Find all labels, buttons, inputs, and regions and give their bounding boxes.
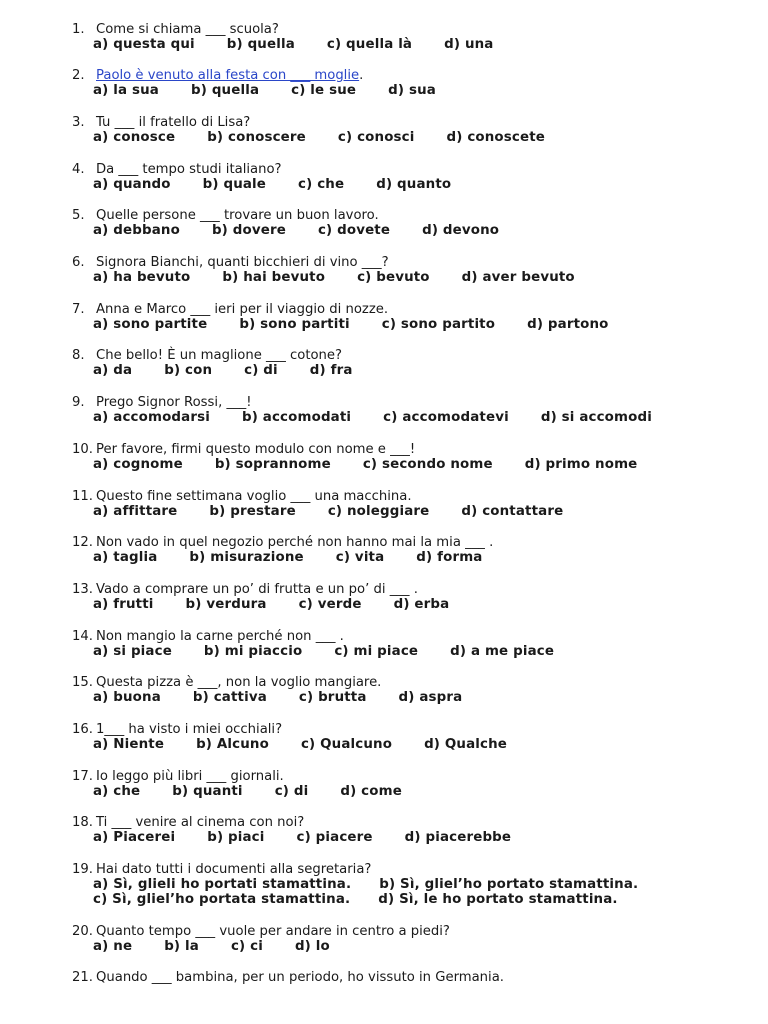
answer-option: a) Niente <box>93 737 165 752</box>
answer-option: d) conoscete <box>446 130 546 145</box>
question-line <box>72 582 418 598</box>
question-text: Questo fine settimana voglio ___ una macchina. <box>96 489 412 504</box>
answer-option: a) si piace <box>93 644 172 659</box>
answer-option: a) buona <box>93 690 161 705</box>
answer-options-row <box>93 363 353 379</box>
answer-option: d) fra <box>309 363 353 378</box>
answer-option: c) mi piace <box>334 644 419 659</box>
question-number: 2. <box>72 68 85 83</box>
question-text: Come si chiama ___ scuola? <box>96 22 279 37</box>
answer-option: c) accomodatevi <box>383 410 509 425</box>
answer-option: d) aver bevuto <box>461 270 575 285</box>
question-text: Quanto tempo ___ vuole per andare in centro a piedi? <box>96 924 450 939</box>
answer-option: b) mi piaccio <box>203 644 303 659</box>
answer-option: a) Piacerei <box>93 830 176 845</box>
question-number: 15. <box>72 675 93 690</box>
question-text: Non mangio la carne perché non ___ . <box>96 629 344 644</box>
answer-option: a) quando <box>93 177 171 192</box>
question-line <box>72 302 388 318</box>
answer-option: d) a me piace <box>450 644 555 659</box>
answer-options-row <box>93 597 449 613</box>
answer-options-row <box>93 37 494 53</box>
question-text-suffix: . <box>359 68 364 83</box>
question-line <box>72 675 381 691</box>
question-text: Signora Bianchi, quanti bicchieri di vino ___? <box>96 255 389 270</box>
question-text: Quando ___ bambina, per un periodo, ho vissuto in Germania. <box>96 970 504 985</box>
answer-option: b) Sì, gliel’ho portato stamattina. <box>379 877 639 892</box>
answer-option: a) affittare <box>93 504 178 519</box>
answer-option: a) Sì, glieli ho portati stamattina. <box>93 877 352 892</box>
answer-option: d) primo nome <box>524 457 638 472</box>
answer-option: c) le sue <box>291 83 357 98</box>
question-text: Che bello! È un maglione ___ cotone? <box>96 348 343 363</box>
question-text: Ti ___ venire al cinema con noi? <box>96 815 305 830</box>
answer-option: d) devono <box>422 223 500 238</box>
question-number: 19. <box>72 862 93 877</box>
question-number: 14. <box>72 629 93 644</box>
answer-option: d) una <box>444 37 494 52</box>
answer-option: a) la sua <box>93 83 159 98</box>
answer-option: d) contattare <box>461 504 564 519</box>
answer-option: a) sono partite <box>93 317 208 332</box>
answer-option: c) che <box>298 177 345 192</box>
answer-option: c) vita <box>335 550 385 565</box>
answer-option: a) taglia <box>93 550 158 565</box>
answer-options-row <box>93 317 609 333</box>
answer-option: b) verdura <box>185 597 267 612</box>
answer-option: c) di <box>274 784 309 799</box>
answer-option: a) cognome <box>93 457 183 472</box>
answer-options-row <box>93 457 637 473</box>
question-number: 12. <box>72 535 93 550</box>
question-text: 1___ ha visto i miei occhiali? <box>96 722 283 737</box>
question-number: 6. <box>72 255 85 270</box>
answer-option: b) hai bevuto <box>222 270 326 285</box>
question-number: 17. <box>72 769 93 784</box>
question-text: Quelle persone ___ trovare un buon lavoro. <box>96 208 379 223</box>
question-number: 1. <box>72 22 85 37</box>
question-text: Non vado in quel negozio perché non hanno mai la mia ___ . <box>96 535 494 550</box>
question-number: 20. <box>72 924 93 939</box>
answer-option: b) misurazione <box>189 550 304 565</box>
answer-option: a) frutti <box>93 597 154 612</box>
answer-option: d) piacerebbe <box>404 830 512 845</box>
answer-option: b) Alcuno <box>196 737 269 752</box>
answer-options-row <box>93 737 507 753</box>
answer-option: c) dovete <box>317 223 391 238</box>
question-line <box>72 924 450 940</box>
answer-options-row <box>93 130 545 146</box>
question-number: 3. <box>72 115 85 130</box>
answer-option: b) accomodati <box>241 410 352 425</box>
question-line <box>72 208 379 224</box>
answer-options-row <box>93 83 436 99</box>
question-line <box>72 442 415 458</box>
answer-option: d) aspra <box>398 690 463 705</box>
question-line <box>72 815 304 831</box>
answer-options-row <box>93 177 451 193</box>
answer-options-row <box>93 784 402 800</box>
answer-option: b) conoscere <box>207 130 306 145</box>
answer-option: d) erba <box>393 597 450 612</box>
answer-option: b) soprannome <box>214 457 331 472</box>
answer-option: c) quella là <box>326 37 413 52</box>
answer-options-row <box>93 270 575 286</box>
answer-option: a) che <box>93 784 141 799</box>
question-number: 16. <box>72 722 93 737</box>
answer-options-row <box>93 830 511 846</box>
answer-options-row <box>93 892 618 908</box>
question-line <box>72 535 493 551</box>
question-line <box>72 395 252 411</box>
question-text: Tu ___ il fratello di Lisa? <box>96 115 251 130</box>
answer-option: c) bevuto <box>357 270 430 285</box>
answer-option: a) conosce <box>93 130 176 145</box>
answer-options-row <box>93 877 638 893</box>
answer-option: b) con <box>164 363 213 378</box>
answer-option: c) secondo nome <box>362 457 493 472</box>
answer-option: b) piaci <box>207 830 265 845</box>
answer-option: b) la <box>164 939 199 954</box>
answer-option: b) sono partiti <box>239 317 350 332</box>
question-number: 9. <box>72 395 85 410</box>
answer-option: d) quanto <box>376 177 452 192</box>
answer-option: a) da <box>93 363 133 378</box>
answer-option: c) ci <box>230 939 263 954</box>
question-text: Da ___ tempo studi italiano? <box>96 162 282 177</box>
answer-option: c) brutta <box>298 690 367 705</box>
question-link[interactable]: Paolo è venuto alla festa con ___ moglie <box>96 68 360 83</box>
answer-option: b) quale <box>202 177 267 192</box>
question-line <box>72 255 389 271</box>
question-number: 8. <box>72 348 85 363</box>
answer-option: c) Sì, gliel’ho portata stamattina. <box>93 892 351 907</box>
question-text: Per favore, firmi questo modulo con nome e ___! <box>96 442 416 457</box>
answer-options-row <box>93 550 482 566</box>
question-text: Vado a comprare un po’ di frutta e un po’ di ___ . <box>96 582 418 597</box>
question-line <box>72 862 371 878</box>
answer-option: a) debbano <box>93 223 180 238</box>
answer-option: a) ne <box>93 939 133 954</box>
answer-option: c) piacere <box>296 830 373 845</box>
answer-options-row <box>93 410 652 426</box>
answer-option: c) Qualcuno <box>300 737 393 752</box>
question-line <box>72 22 279 38</box>
answer-option: c) sono partito <box>381 317 496 332</box>
answer-option: d) lo <box>294 939 330 954</box>
answer-options-row <box>93 644 554 660</box>
answer-option: c) noleggiare <box>327 504 430 519</box>
answer-option: c) verde <box>298 597 362 612</box>
question-line <box>72 162 282 178</box>
question-number: 13. <box>72 582 93 597</box>
question-text: Prego Signor Rossi, ___! <box>96 395 252 410</box>
question-line <box>72 115 250 131</box>
question-line <box>72 629 344 645</box>
answer-option: b) quanti <box>172 784 243 799</box>
answer-option: d) partono <box>527 317 609 332</box>
answer-option: a) questa qui <box>93 37 195 52</box>
answer-option: d) forma <box>416 550 483 565</box>
answer-option: b) prestare <box>209 504 296 519</box>
answer-option: d) si accomodi <box>540 410 652 425</box>
answer-option: a) ha bevuto <box>93 270 191 285</box>
question-number: 7. <box>72 302 85 317</box>
question-text: Hai dato tutti i documenti alla segretaria? <box>96 862 372 877</box>
question-number: 21. <box>72 970 93 985</box>
question-line <box>72 769 284 785</box>
answer-option: b) quella <box>226 37 295 52</box>
answer-option: d) Sì, le ho portato stamattina. <box>378 892 618 907</box>
question-line <box>72 68 363 84</box>
question-number: 10. <box>72 442 93 457</box>
question-text: Io leggo più libri ___ giornali. <box>96 769 284 784</box>
question-line <box>72 970 504 986</box>
question-number: 11. <box>72 489 93 504</box>
answer-option: d) Qualche <box>424 737 508 752</box>
answer-options-row <box>93 939 330 955</box>
answer-option: b) cattiva <box>192 690 267 705</box>
answer-options-row <box>93 690 462 706</box>
answer-option: b) dovere <box>211 223 286 238</box>
answer-options-row <box>93 504 563 520</box>
answer-option: c) di <box>244 363 278 378</box>
question-line <box>72 722 282 738</box>
question-line <box>72 489 412 505</box>
answer-option: c) conosci <box>337 130 415 145</box>
answer-option: a) accomodarsi <box>93 410 210 425</box>
question-text: Anna e Marco ___ ieri per il viaggio di nozze. <box>96 302 389 317</box>
question-number: 18. <box>72 815 93 830</box>
answer-option: d) sua <box>388 83 436 98</box>
answer-option: b) quella <box>191 83 260 98</box>
question-number: 5. <box>72 208 85 223</box>
answer-option: d) come <box>340 784 402 799</box>
question-number: 4. <box>72 162 85 177</box>
question-text: Questa pizza è ___, non la voglio mangiare. <box>96 675 382 690</box>
answer-options-row <box>93 223 499 239</box>
question-line <box>72 348 342 364</box>
